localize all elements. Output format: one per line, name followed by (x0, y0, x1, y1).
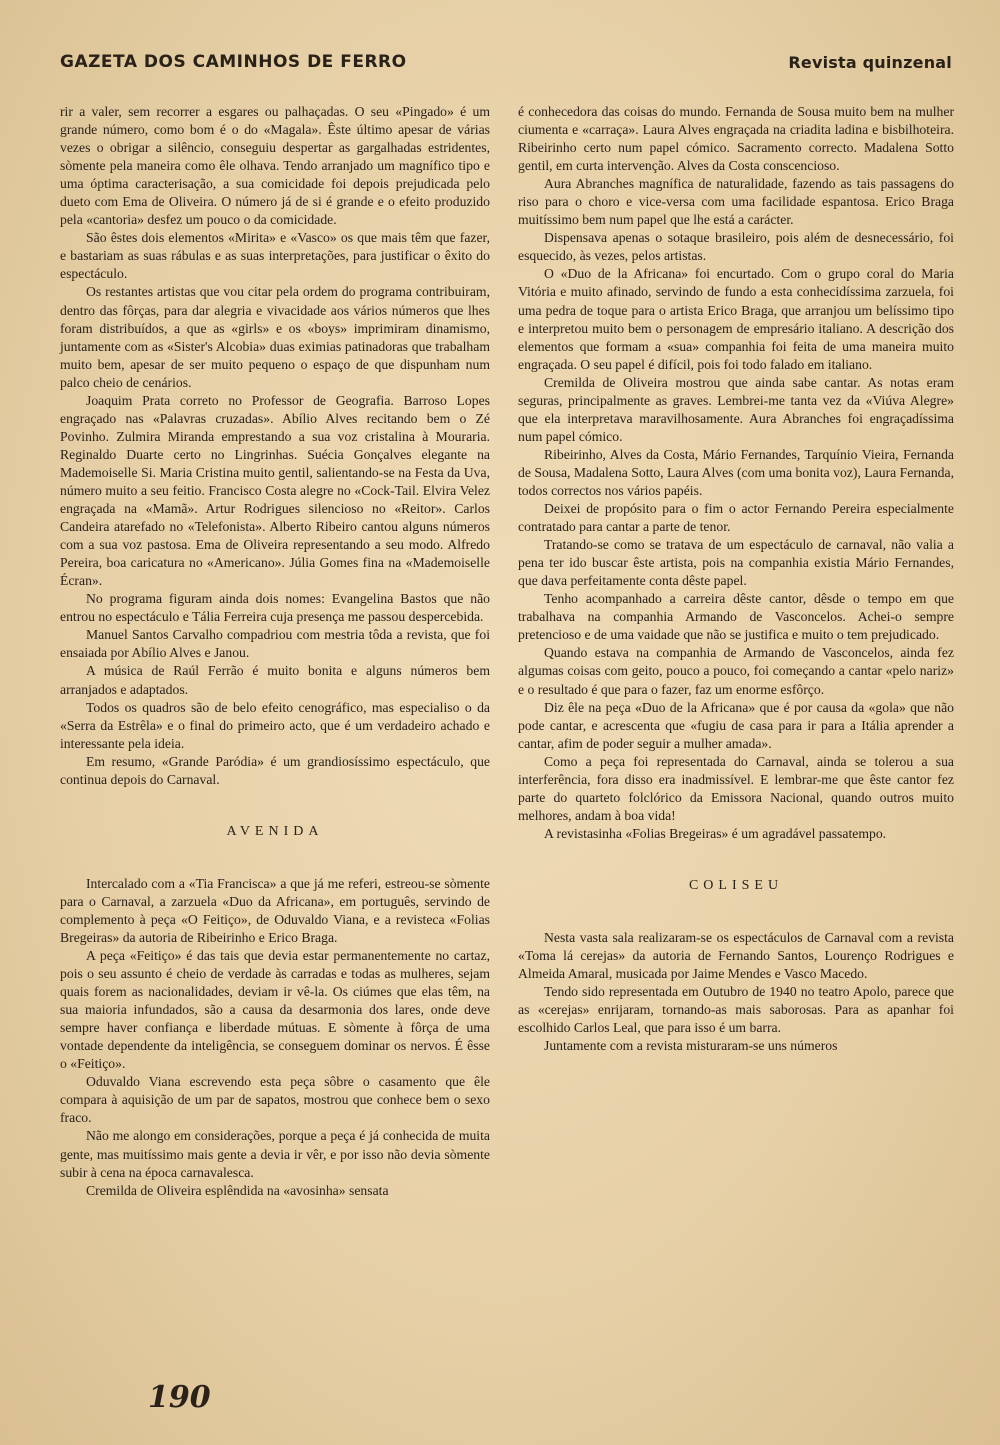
paragraph: Intercalado com a «Tia Francisca» a que já me referi, estreou-se sòmente para o Carnaval, a zarzuela «Duo da Africana», em português, servindo de complemento à peça «O Feitiço», de Oduvaldo Viana, e a revisteca «Folias Bregeiras» da autoria de Ribeirinho e Erico Braga. (60, 875, 490, 945)
issue-type: Revista quinzenal (788, 52, 952, 72)
paragraph: Nesta vasta sala realizaram-se os espectáculos de Carnaval com a revista «Toma lá cerejas» da autoria de Fernando Santos, Lourenço Rodrigues e Almeida Amaral, musicada por Jaime Mendes e Vasco Macedo. (518, 929, 954, 982)
paragraph: Tendo sido representada em Outubro de 1940 no teatro Apolo, parece que as «cerejas» enrijaram, tornando-as mais saborosas. Para as apanhar foi escolhido Carlos Leal, que para isso é um barra. (518, 984, 954, 1036)
journal-title: GAZETA DOS CAMINHOS DE FERRO (60, 52, 407, 72)
paragraph: O «Duo de la Africana» foi encurtado. Com o grupo coral do Maria Vitória e muito afinado, servindo de fundo a esta conhecidíssima zarzuela, foi uma pedra de toque para o artista Erico Braga, que arranjou um belíssimo tipo e interpretou muito bem o personagem de empresário italiano. A descrição dos elementos que formam a «sua» companhia foi feita de uma maneira muito engraçada. O seu papel é difícil, pois foi todo falado em italiano. (518, 266, 954, 372)
section-heading-avenida: AVENIDA (226, 823, 324, 839)
paragraph: Diz êle na peça «Duo de la Africana» que é por causa da «gola» que não pode cantar, e acrescenta que «fugiu de casa para ir para a Itália aprender a cantar, afim de poder seguir a mulher amada». (518, 699, 954, 751)
paragraph: Cremilda de Oliveira mostrou que ainda sabe cantar. As notas eram seguras, principalmente as graves. Lembrei-me tanta vez da «Viúva Alegre» que ela interpretava maravilhosamente. Aura Abranches foi engraçadíssima num papel cómico. (518, 374, 954, 444)
paragraph: é conhecedora das coisas do mundo. Fernanda de Sousa muito bem na mulher ciumenta e «carraça». Laura Alves engraçada na criadita ladina e bisbilhoteira. Ribeirinho certo num papel cómico. Sacramento correcto. Madalena Sotto gentil, em curta intervenção. Alves da Costa conscencioso. (518, 104, 954, 174)
paragraph: Ribeirinho, Alves da Costa, Mário Fernandes, Tarquínio Vieira, Fernanda de Sousa, Madalena Sotto, Laura Alves (com uma bonita voz), Laura Fernanda, todos correctos nos vários papéis. (518, 446, 954, 498)
paragraph: Todos os quadros são de belo efeito cenográfico, mas especialiso o da «Serra da Estrêla» e o final do primeiro acto, que é um verdadeiro achado e interessante pela ideia. (60, 699, 490, 751)
paragraph: A revistasinha «Folias Bregeiras» é um agradável passatempo. (544, 825, 887, 841)
paragraph: Deixei de propósito para o fim o actor Fernando Pereira especialmente contratado para cantar a parte de tenor. (518, 501, 954, 535)
paragraph: Como a peça foi representada do Carnaval, ainda se tolerou a sua interferência, fora disso era inadmissível. E lembrar-me que êste cantor fez parte do quarteto folclórico da Emissora Nacional, quando outros muito melhores, andam à boa vida! (518, 753, 954, 823)
paragraph: Oduvaldo Viana escrevendo esta peça sôbre o casamento que êle compara à aquisição de um par de sapatos, mostrou que conhece bem o sexo fraco. (60, 1074, 490, 1126)
paragraph: São êstes dois elementos «Mirita» e «Vasco» os que mais têm que fazer, e bastariam as suas rábulas e as suas interpretações, para justificar o êxito do espectáculo. (60, 230, 490, 282)
paragraph: Dispensava apenas o sotaque brasileiro, pois além de desnecessário, foi esquecido, às vezes, pelos artistas. (518, 230, 954, 264)
paragraph: Quando estava na companhia de Armando de Vasconcelos, ainda fez algumas coisas com geito, pouco a pouco, foi começando a cantar «pelo nariz» e o resultado é que para o fazer, faz um enorme esfôrço. (518, 645, 954, 697)
paragraph: rir a valer, sem recorrer a esgares ou palhaçadas. O seu «Pingado» é um grande número, como bom é o do «Magala». Êste último apesar de várias vezes o obrigar a silêncio, conseguiu despertar as gargalhadas estridentes, sòmente pela maneira como êle olhava. Tendo arranjado um magnífico tipo e uma óptima caracterisação, a sua comicidade foi depois prejudicada pelo dueto com Ema de Oliveira. O número já de si é grande e o efeito produzido pela «cantoria» desfez um pouco o da comicidade. (60, 104, 490, 228)
section-heading-coliseu: COLISEU (688, 877, 784, 893)
paragraph: Tratando-se como se tratava de um espectáculo de carnaval, não valia a pena ter ido buscar êste artista, pois na companhia existia Mário Fernandes, que dava perfeitamente conta dêste papel. (518, 537, 954, 589)
left-column (60, 103, 490, 1200)
paragraph: Aura Abranches magnífica de naturalidade, fazendo as tais passagens do riso para o choro e vice-versa com uma facilidade espantosa. Erico Braga muitíssimo bem num papel que lhe está a carácter. (518, 176, 954, 228)
right-column (518, 103, 954, 1055)
paragraph: Juntamente com a revista misturaram-se uns números (544, 1038, 838, 1054)
paragraph: Em resumo, «Grande Paródia» é um grandiosíssimo espectáculo, que continua depois do Carnaval. (60, 753, 490, 787)
paragraph: A música de Raúl Ferrão é muito bonita e alguns números bem arranjados e adaptados. (60, 663, 490, 697)
paragraph: Não me alongo em considerações, porque a peça é já conhecida de muita gente, mas muitíssimo mais gente a devia ir vêr, e por isso não devia sòmente subir à cena na época carnavalesca. (60, 1128, 490, 1180)
paragraph: No programa figuram ainda dois nomes: Evangelina Bastos que não entrou no espectáculo e Tália Ferreira cuja presença me passou despercebida. (60, 591, 490, 625)
page-header (60, 44, 952, 80)
paragraph: Os restantes artistas que vou citar pela ordem do programa contribuiram, dentro das fôrças, para dar alegria e vivacidade aos vários números que lhes foram distribuídos, a que as «girls» e os «boys» imprimiram dinamismo, juntamente com as «Sister's Alcobia» duas eximias patinadoras que trabalham muito bem, apesar de ser muito pequeno o espaço de que dispunham num palco cheio de cenários. (60, 284, 490, 390)
paragraph: Joaquim Prata correto no Professor de Geografia. Barroso Lopes engraçado nas «Palavras cruzadas». Abílio Alves recitando bem o Zé Povinho. Zulmira Miranda emprestando a sua voz cristalina à Mouraria. Reginaldo Duarte certo no Lingrinhas. Suécia Gonçalves elegante na Mademoiselle Si. Maria Cristina muito gentil, salientando-se na Festa da Uva, número muito a seu feitio. Francisco Costa alegre no «Cock-Tail. Elvira Velez engraçada na «Mamã». Artur Rodrigues silencioso no «Reitor». Carlos Candeira atarefado no «Telefonista». Alberto Ribeiro cantou alguns números com a sua voz pastosa. Ema de Oliveira representando a seu modo. Alfredo Pereira, boa caricatura no «Americano». Júlia Gomes fina na «Mademoiselle Écran». (60, 392, 490, 589)
paragraph: Cremilda de Oliveira esplêndida na «avosinha» sensata (86, 1182, 389, 1198)
paragraph: Tenho acompanhado a carreira dêste cantor, dêsde o tempo em que trabalhava na companhia Armando de Vasconcelos. Achei-o sempre pretencioso e de uma vaidade que não se justifica e muito o tem prejudicado. (518, 591, 954, 643)
paragraph: A peça «Feitiço» é das tais que devia estar permanentemente no cartaz, pois o seu assunto é cheio de verdade às carradas e todas as mulheres, sejam quais forem as nacionalidades, deviam ir vê-la. Os ciúmes que elas têm, na sua maioria infundados, são a causa da desarmonia dos lares, onde deve sempre haver confiança e liberdade mútuas. E sòmente à fôrça de uma vontade dependente da inteligência, se conseguem dominar os nervos. É êsse o «Feitiço». (60, 948, 490, 1072)
paragraph: Manuel Santos Carvalho compadriou com mestria tôda a revista, que foi ensaiada por Abílio Alves e Janou. (60, 627, 490, 661)
page-number: 190 (148, 1380, 211, 1415)
